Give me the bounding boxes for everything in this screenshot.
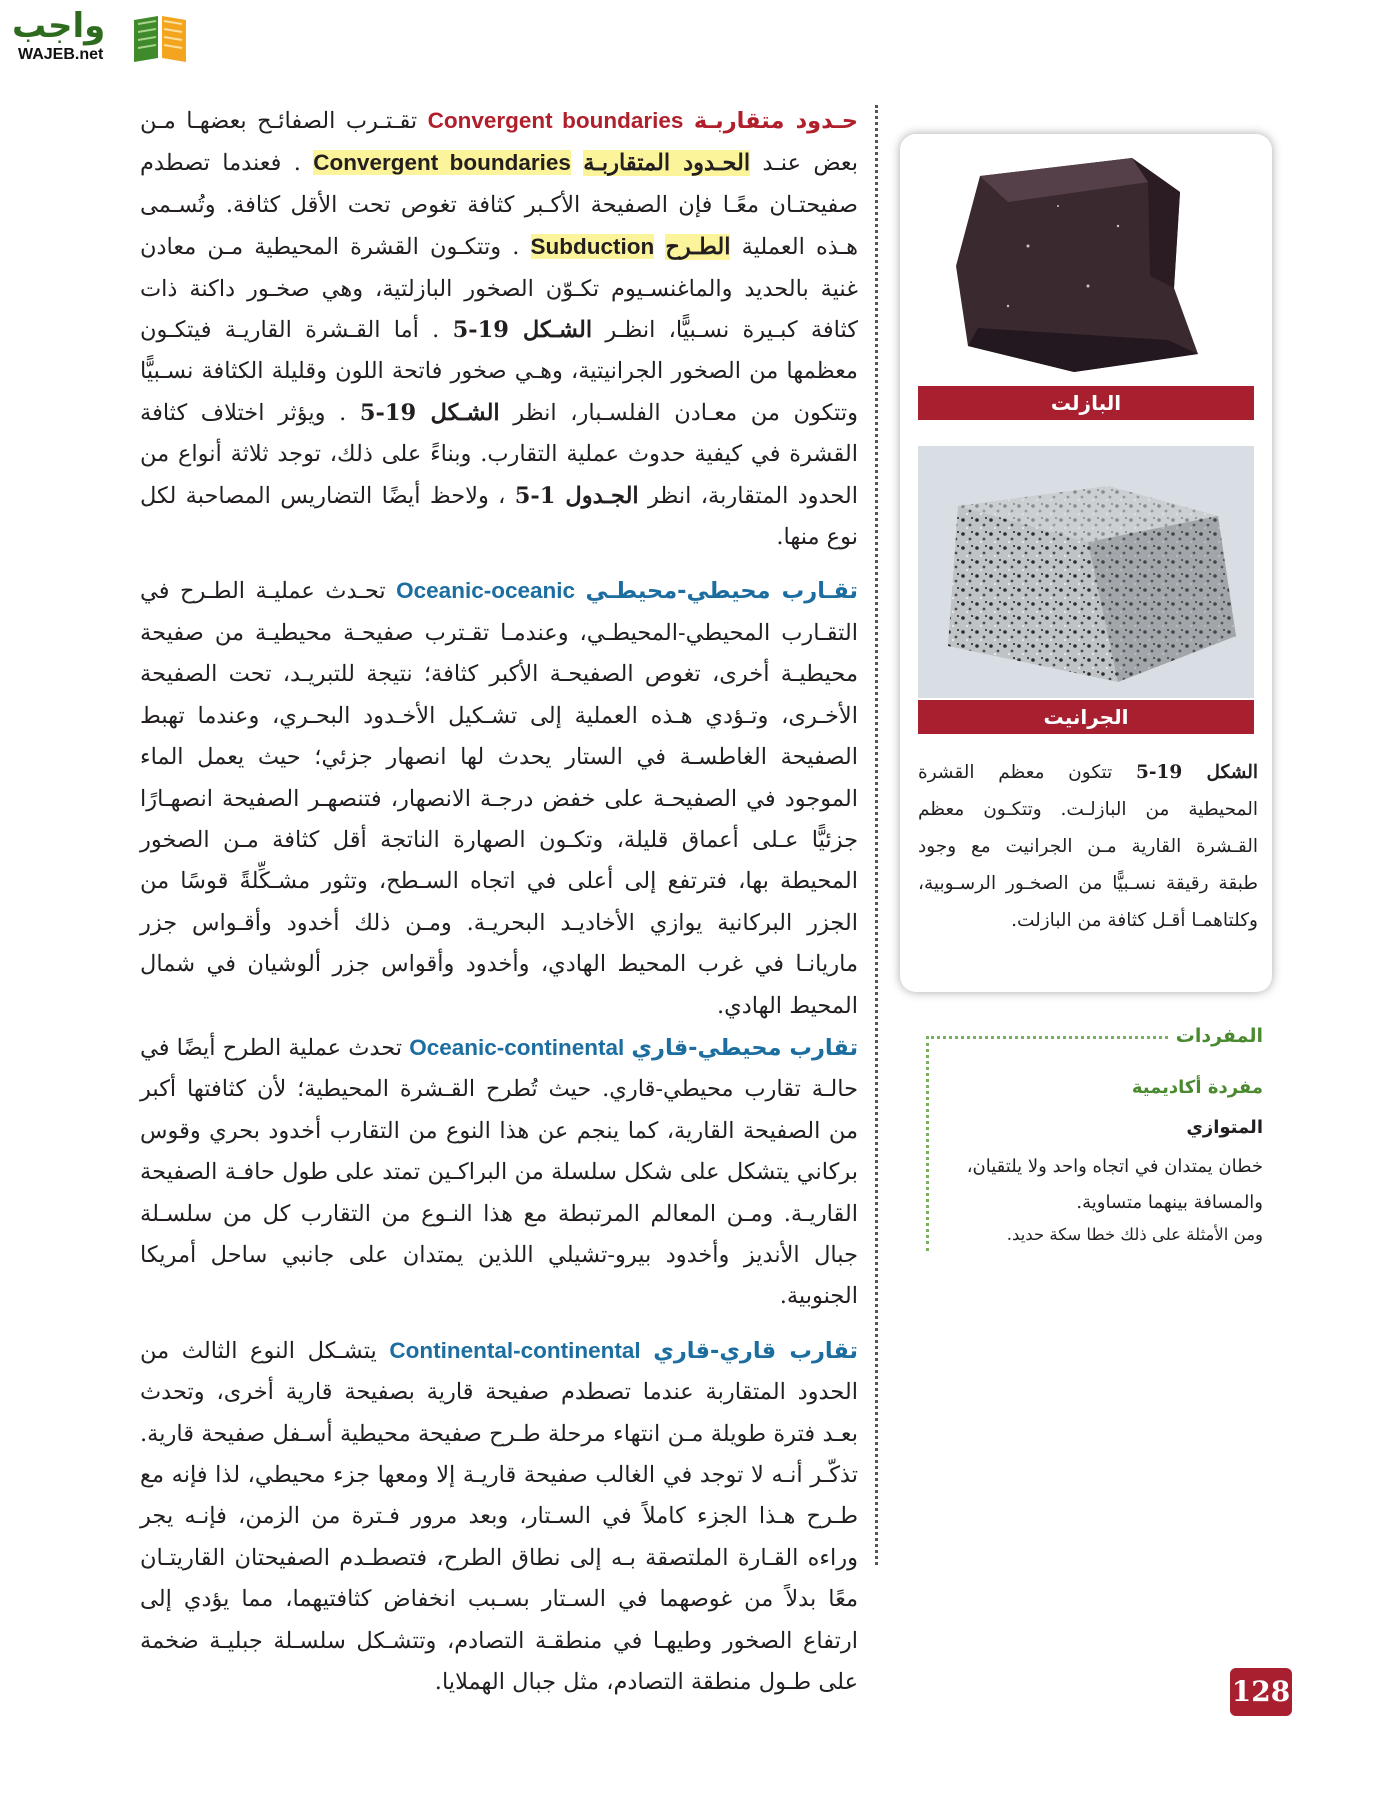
convergent-heading-en: Convergent boundaries xyxy=(427,108,684,133)
figure-reference: الشـكل 19-5 xyxy=(452,317,593,344)
continental-continental-paragraph xyxy=(140,1330,858,1704)
continental-heading-en: Continental-continental xyxy=(389,1337,641,1363)
logo-text: واجب xyxy=(12,6,106,46)
highlight-subduction-en: Subduction xyxy=(530,234,655,260)
figure-reference: الشـكل 19-5 xyxy=(359,399,500,426)
figure-caption xyxy=(918,754,1258,939)
main-text xyxy=(140,100,858,1703)
highlight-convergent-ar: الحـدود المتقاربـة xyxy=(583,150,751,177)
highlight-subduction-ar: الطـرح xyxy=(665,234,731,261)
paragraph-text: . أما القـشرة القاريـة فيتكـون معظمها من الصخور الجرانيتية، وهـي صخور فاتحة اللون وقليلة الكثافة نسـبيًّا وتتكون من معـادن الفلسـبار، انظر xyxy=(140,317,858,426)
book-icon xyxy=(130,6,190,66)
paragraph-text: . فعندما تصطدم صفيحتـان معًـا فإن الصفيحة الأكـبر كثافة تغوص تحت الأقل كثافة. وتُسـمى هـذه العملية xyxy=(140,150,859,261)
column-divider xyxy=(875,105,878,1565)
vocabulary-title: المفردات xyxy=(1168,1025,1263,1047)
paragraph-text: تحـدث عمليـة الطـرح في التقـارب المحيطي-المحيطـي، وعندمـا تقـترب صفيحـة محيطيـة من صفيحة محيطيـة أخرى، تغوص الصفيحـة الأكبر كثافة؛ نتيجة للتبريـد، تحت الصفيحة الأخـرى، وتـؤدي هـذه العملية إلى تشـكيل الأخـدود البحـري، وعندما تهبط الصفيحة الغاطسـة في الستار يحدث لها انصهار جزئي؛ حيث يعمل الماء الموجود في الصفيحـة على خفض درجـة الانصهار، فتنصهـر الصفيحة انصهـارًا جزئيًّا عـلى أعماق قليلة، وتكـون الصهارة الناتجة أقل كثافة مـن الصخور المحيطة بها، فترتفع إلى أعلى في اتجاه السـطح، وتثور مشـكِّلةً قوسًا من الجزر البركانية يوازي الأخاديـد البحريـة. ومـن ذلك أخدود وأقـواس جزر ماريانـا في غرب المحيط الهادي، وأخدود وأقواس جزر ألوشيان في شمال المحيط الهادي. xyxy=(140,578,858,1019)
granite-label: الجرانيت xyxy=(918,700,1254,734)
paragraph-text: ، ولاحظ أيضًا التضاريس المصاحبة لكل نوع منها. xyxy=(140,482,858,551)
paragraph-text: يتشـكل النوع الثالث من الحدود المتقاربة عندما تصطدم صفيحة قارية بصفيحة قارية أخرى، وتحدث بعـد فترة طويلة مـن انتهاء مرحلة طـرح صفيحة محيطية أسـفل صفيحة قارية. تذكّـر أنـه لا توجد في الغالب صفيحة قاريـة إلا ومعها جزء محيطي، لذا فإنه مع طـرح هـذا الجزء كاملاً في السـتار، وبعد مرور فـترة من الزمن، فإنـه يجر وراءه القـارة الملتصقة بـه إلى نطاق الطرح، فتصطـدم الصفيحتان القاريتـان معًا بدلاً من غوصهما في السـتار بسـبب انخفاض كثافتيهما، مما يؤدي إلى ارتفاع الصخور وطيهـا في منطقـة التصادم، وتتشـكل سلسـلة جبليـة ضخمة على طـول منطقة التصادم، مثل جبال الهملايا. xyxy=(140,1337,858,1696)
caption-figure-number: الشكل 19-5 xyxy=(1135,762,1258,783)
convergent-heading-ar: حـدود متقاربـة xyxy=(693,108,859,134)
paragraph-text: . ويؤثر اختلاف كثافة القشرة في كيفية حدوث عملية التقارب. وبناءً على ذلك، توجد ثلاثة أنواع من الحدود المتقاربة، انظر xyxy=(140,399,858,509)
granite-rock-image xyxy=(918,446,1254,698)
oceanic-oceanic-heading-en: Oceanic-oceanic xyxy=(396,578,575,604)
paragraph-text: تقـتـرب الصفائـح بعضهـا مـن بعض عنـد xyxy=(140,108,859,177)
caption-text: تتكون معظم القشرة المحيطية من البازلـت. وتتكـون معظم القـشرة القارية مـن الجرانيت مع وجود طبقة رقيقة نسـبيًّا من الصخـور الرسـوبية، وكلتاهمـا أقـل كثافة من البازلت. xyxy=(918,762,1258,931)
table-reference: الجـدول 1-5 xyxy=(514,482,639,509)
page-number: 128 xyxy=(1230,1668,1292,1716)
vocabulary-example: ومن الأمثلة على ذلك خطا سكة حديد. xyxy=(1006,1225,1263,1244)
oceanic-continental-paragraph xyxy=(140,1027,858,1318)
vocabulary-subtitle: مفردة أكاديمية xyxy=(1131,1077,1263,1098)
continental-heading-ar: تقارب قاري-قاري xyxy=(653,1337,858,1364)
oceanic-oceanic-paragraph xyxy=(140,570,858,1026)
convergent-boundaries-paragraph xyxy=(140,100,858,558)
figure-19-5 xyxy=(900,134,1272,992)
highlight-convergent-en: Convergent boundaries xyxy=(313,150,571,176)
oceanic-continental-heading-ar: تقارب محيطي-قاري xyxy=(631,1034,859,1061)
vocabulary-box xyxy=(926,1025,1263,1251)
basalt-label: البازلت xyxy=(918,386,1254,420)
paragraph-text: . وتتكـون القشرة المحيطية مـن معادن غنية بالحديد والماغنسـيوم تكـوّن الصخور البازلتية، وهي صخـور داكنة ذات كثافة كبـيرة نسـبيًّا، انظـر xyxy=(140,234,859,344)
paragraph-text: تحدث عملية الطرح أيضًا في حالـة تقارب محيطي-قاري. حيث تُطرح القـشرة المحيطية؛ لأن كثافتها أكبر من الصفيحة القارية، كما ينجم عن هذا النوع من التقارب أخدود بحري وقوس بركاني يتشكل على شكل سلسلة من البراكـين تمتد على طول حافـة الصفيحة القاريـة. ومـن المعالم المرتبطة مع هذا النـوع من التقارب كل من سلسـلة جبال الأنديز وأخدود بيرو-تشيلي اللذين يمتدان على جانبي ساحل أمريكا الجنوبية. xyxy=(140,1034,858,1310)
vocabulary-definition: خطان يمتدان في اتجاه واحد ولا يلتقيان، والمسافة بينهما متساوية. xyxy=(966,1156,1263,1213)
oceanic-oceanic-heading-ar: تقـارب محيطي-محيطـي xyxy=(585,578,859,605)
logo-subtext: WAJEB.net xyxy=(18,46,104,63)
vocabulary-term: المتوازي xyxy=(1186,1117,1263,1138)
wajeb-logo xyxy=(12,6,190,70)
oceanic-continental-heading-en: Oceanic-continental xyxy=(409,1034,625,1060)
basalt-rock-image xyxy=(918,146,1254,386)
